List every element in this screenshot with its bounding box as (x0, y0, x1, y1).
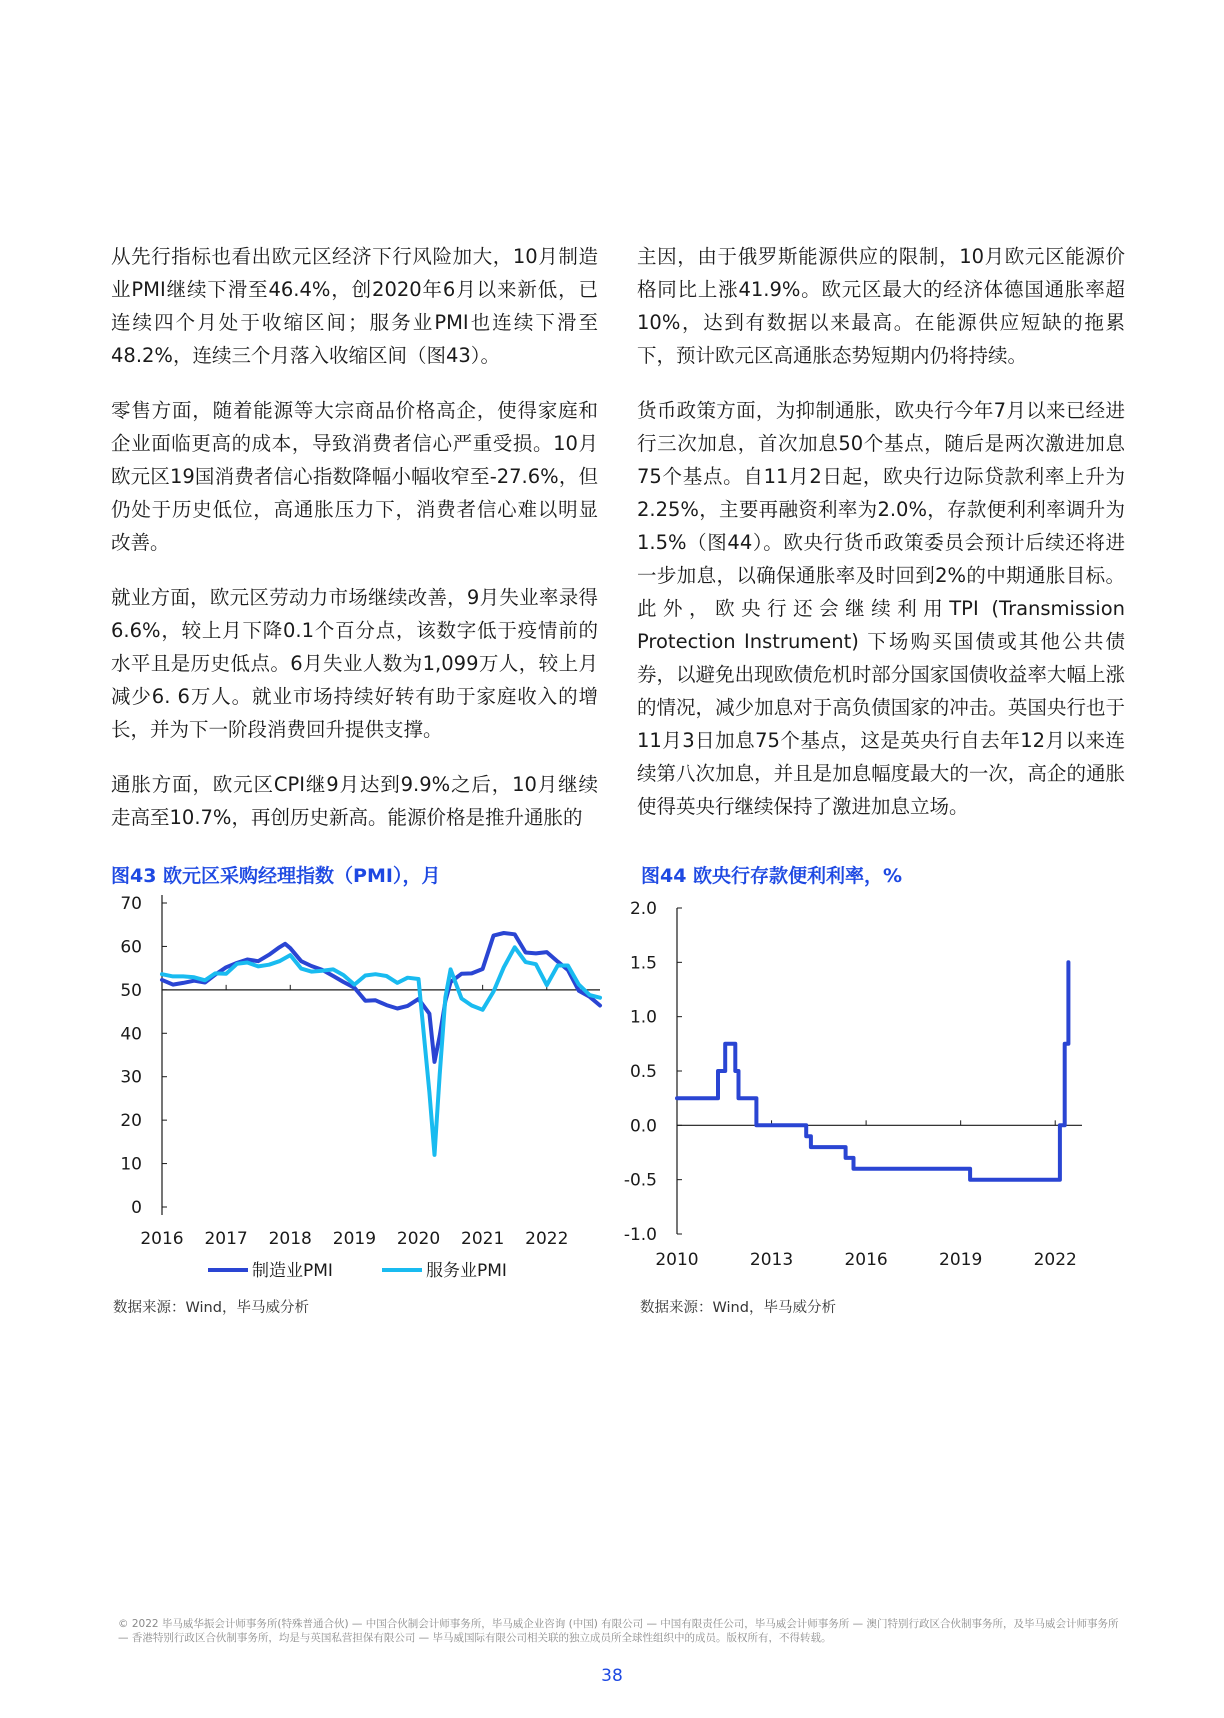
paragraph: 就业方面，欧元区劳动力市场继续改善，9月失业率录得6.6%，较上月下降0.1个百分点，该数字低于疫情前的水平且是历史低点。6月失业人数为1,099万人，较上月减少6. 6万人。就业市场持续好转有助于家庭收入的增长，并为下一阶段消费回升提供支撑。 (111, 586, 598, 741)
legend (208, 1261, 507, 1281)
paragraph: 零售方面，随着能源等大宗商品价格高企，使得家庭和企业面临更高的成本，导致消费者信心严重受损。10月欧元区19国消费者信心指数降幅小幅收窄至-27.6%，但仍处于历史低位，高通胀压力下，消费者信心难以明显改善。 (111, 399, 598, 554)
page-number: 38 (601, 1666, 623, 1686)
legend-label-services: 服务业PMI (426, 1261, 507, 1281)
x-tick-label: 2019 (332, 1229, 377, 1249)
text-column-left (111, 240, 598, 856)
paragraph: 从先行指标也看出欧元区经济下行风险加大，10月制造业PMI继续下滑至46.4%，创2020年6月以来新低，已连续四个月处于收缩区间；服务业PMI也连续下滑至48.2%，连续三个月落入收缩区间（图43）。 (111, 245, 598, 367)
paragraph: 通胀方面，欧元区CPI继9月达到9.9%之后，10月继续走高至10.7%，再创历史新高。能源价格是推升通胀的 (111, 773, 598, 829)
figure-43-source: 数据来源：Wind，毕马威分析 (113, 1300, 309, 1316)
x-tick-label: 2020 (396, 1229, 441, 1249)
y-tick-label: 1.0 (629, 1007, 657, 1028)
deposit-rate-step-chart (620, 895, 1140, 1295)
x-tick-label: 2022 (525, 1229, 569, 1249)
y-tick-label: 40 (120, 1024, 142, 1045)
y-axis (120, 894, 167, 1218)
y-tick-label: 0 (131, 1198, 142, 1218)
series-line-1 (162, 947, 600, 1155)
x-tick-label: 2016 (140, 1229, 184, 1249)
text-column-right (637, 240, 1125, 845)
y-tick-label: 1.5 (629, 953, 657, 974)
x-tick-label: 2010 (655, 1250, 699, 1270)
figure-44-source: 数据来源：Wind，毕马威分析 (640, 1300, 836, 1316)
y-tick-label: 0.0 (629, 1116, 657, 1137)
pmi-line-chart (100, 895, 620, 1295)
legal-footer: © 2022 毕马威华振会计师事务所(特殊普通合伙) — 中国合伙制会计师事务所，毕马威企业咨询 (中国) 有限公司 — 中国有限责任公司，毕马威会计师事务所 — 澳门特别行政区合伙制事务所，及毕马威会计师事务所 — 香港特别行政区合伙制事务所，均是与英国私营担保有限公司 — 毕马威国际有限公司相关联的独立成员所全球性组织中的成员。版权所有，不得转载。 (118, 1618, 1119, 1644)
x-tick-label: 2021 (461, 1229, 505, 1249)
paragraph: 主因，由于俄罗斯能源供应的限制，10月欧元区能源价格同比上涨41.9%。欧元区最大的经济体德国通胀率超10%，达到有数据以来最高。在能源供应短缺的拖累下，预计欧元区高通胀态势短期内仍将持续。 (637, 245, 1125, 367)
x-tick-label: 2022 (1033, 1250, 1077, 1270)
y-tick-label: 2.0 (629, 899, 657, 919)
y-tick-label: 60 (120, 937, 142, 958)
legend-label-manufacturing: 制造业PMI (252, 1261, 333, 1281)
y-tick-label: 70 (120, 894, 142, 914)
y-axis (624, 899, 682, 1245)
y-tick-label: 30 (120, 1067, 142, 1088)
x-tick-label: 2018 (268, 1229, 312, 1249)
x-axis-ticks (655, 1120, 1076, 1270)
x-tick-label: 2017 (204, 1229, 248, 1249)
y-tick-label: 0.5 (629, 1062, 657, 1082)
paragraph: 货币政策方面，为抑制通胀，欧央行今年7月以来已经进行三次加息，首次加息50个基点，随后是两次激进加息75个基点。自11月2日起，欧央行边际贷款利率上升为2.25%，主要再融资利率为2.0%，存款便利利率调升为1.5%（图44）。欧央行货币政策委员会预计后续还将进一步加息，以确保通胀率及时回到2%的中期通胀目标。此外，欧央行还会继续利用TPI (Transmission Protection Instrument) 下场购买国债或其他公共债券，以避免出现欧债危机时部分国家国债收益率大幅上涨的情况，减少加息对于高负债国家的冲击。英国央行也于11月3日加息75个基点，这是英央行自去年12月以来连续第八次加息，并且是加息幅度最大的一次，高企的通胀使得英央行继续保持了激进加息立场。 (637, 399, 1125, 818)
x-tick-label: 2019 (939, 1250, 983, 1270)
y-tick-label: 10 (120, 1154, 142, 1175)
figure-43-title: 图43 欧元区采购经理指数（PMI），月 (111, 865, 441, 887)
series-line-0 (677, 962, 1068, 1179)
figure-44-title: 图44 欧央行存款便利利率，% (641, 865, 903, 887)
y-tick-label: 20 (120, 1111, 142, 1132)
y-tick-label: -0.5 (623, 1170, 657, 1191)
series-line-0 (162, 933, 600, 1062)
y-tick-label: -1.0 (623, 1225, 657, 1245)
x-axis-ticks (140, 985, 568, 1249)
x-tick-label: 2013 (749, 1250, 794, 1270)
y-tick-label: 50 (120, 980, 142, 1001)
x-tick-label: 2016 (844, 1250, 888, 1270)
